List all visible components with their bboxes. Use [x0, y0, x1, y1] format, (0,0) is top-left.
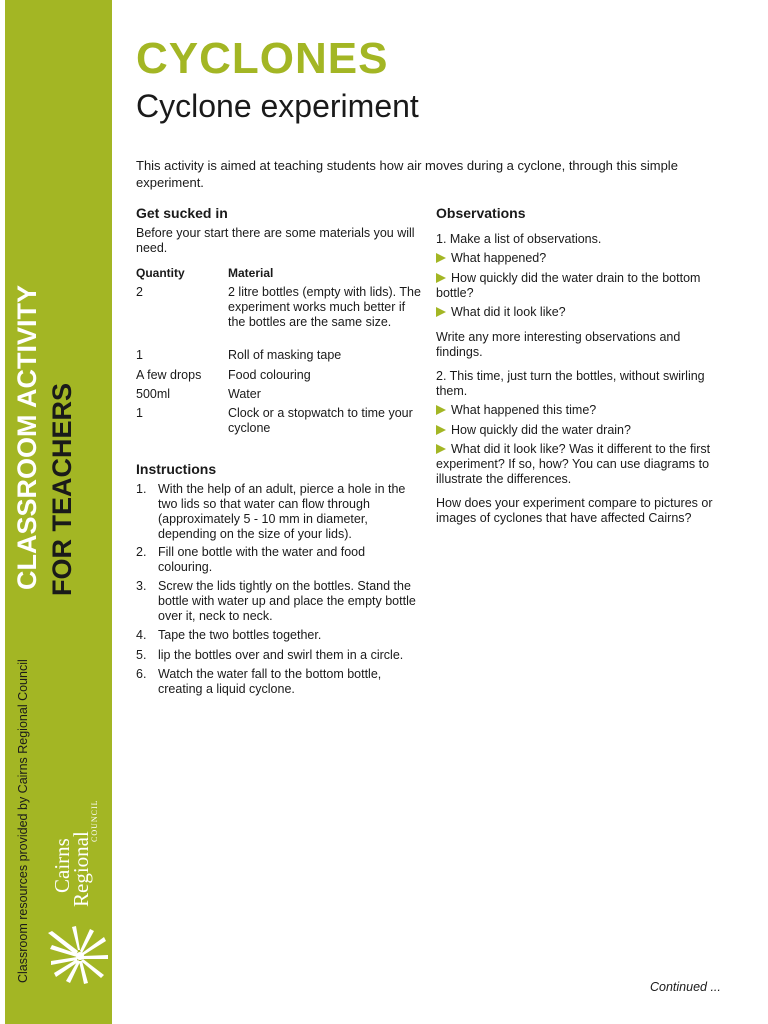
observation-item: 1. Make a list of observations. — [436, 232, 602, 246]
observation-item — [436, 369, 726, 399]
step-number: 6. — [136, 667, 147, 681]
arrow-bullet-icon — [436, 425, 446, 435]
step-text: lip the bottles over and swirl them in a circle. — [158, 648, 404, 662]
arrow-bullet-icon — [436, 307, 446, 317]
logo-word-cairns: Cairns — [50, 838, 74, 893]
step-number: 1. — [136, 482, 147, 496]
observation-question — [436, 251, 736, 266]
observation-paragraph: Write any more interesting observations and findings. — [436, 330, 681, 359]
observation-question — [436, 442, 726, 487]
material-row-quantity: 1 — [136, 406, 143, 420]
observation-question — [436, 403, 736, 418]
step-text: Watch the water fall to the bottom bottle, creating a liquid cyclone. — [158, 667, 382, 696]
material-row-quantity: A few drops — [136, 368, 202, 382]
quantity-column-header: Quantity — [136, 266, 185, 280]
material-row-quantity: 1 — [136, 348, 143, 362]
get-sucked-in-heading: Get sucked in — [136, 205, 228, 221]
step-text: Fill one bottle with the water and food colouring. — [158, 545, 366, 574]
question-text: What happened this time? — [451, 403, 597, 417]
step-number: 2. — [136, 545, 147, 559]
arrow-bullet-icon — [436, 253, 446, 263]
instruction-step — [136, 648, 421, 663]
question-text: How quickly did the water drain? — [451, 423, 631, 437]
arrow-bullet-icon — [436, 444, 446, 454]
material-column-header: Material — [228, 266, 274, 280]
step-text: With the help of an adult, pierce a hole in the two lids so that water can flow through (approximately 5 - 10 mm in diameter, depending on the size of your lids). — [158, 482, 406, 541]
material-row-quantity: 500ml — [136, 387, 171, 401]
step-number: 4. — [136, 628, 147, 642]
step-number: 3. — [136, 579, 147, 593]
question-text: How quickly did the water drain to the bottom bottle? — [436, 271, 701, 300]
observation-compare: How does your experiment compare to pictures or images of cyclones that have affected Cairns? — [436, 496, 713, 525]
sidebar-provided-by: Classroom resources provided by Cairns Regional Council — [16, 659, 30, 983]
sidebar-edge — [0, 0, 5, 1024]
step-text: Screw the lids tightly on the bottles. Stand the bottle with water up and place the empty bottle over it, neck to neck. — [158, 579, 416, 623]
arrow-bullet-icon — [436, 273, 446, 283]
instruction-step — [136, 579, 421, 624]
material-row-quantity: 2 — [136, 285, 143, 299]
material-row-material: Roll of masking tape — [228, 348, 342, 362]
observation-question — [436, 271, 726, 301]
material-row-material: Clock or a stopwatch to time your cyclone — [228, 406, 413, 435]
logo-word-council: COUNCIL — [90, 799, 99, 842]
instruction-step — [136, 628, 421, 643]
intro-paragraph: This activity is aimed at teaching students how air moves during a cyclone, through this simple experiment. — [136, 158, 678, 190]
page-subtitle: Cyclone experiment — [136, 88, 419, 124]
instruction-step — [136, 482, 421, 542]
observation-question — [436, 423, 736, 438]
page-title: CYCLONES — [136, 34, 389, 83]
observations-heading: Observations — [436, 205, 526, 221]
arrow-bullet-icon — [436, 405, 446, 415]
question-text: What did it look like? — [451, 305, 566, 319]
continued-note: Continued ... — [650, 980, 721, 994]
materials-intro: Before your start there are some materials you will need. — [136, 226, 415, 255]
observation-item-text: 2. This time, just turn the bottles, without swirling them. — [436, 369, 705, 398]
instruction-step — [136, 667, 421, 697]
instruction-step — [136, 545, 421, 575]
instructions-heading: Instructions — [136, 461, 217, 477]
observation-question — [436, 305, 736, 320]
logo-word-regional: Regional — [69, 831, 93, 907]
material-row-material: Food colouring — [228, 368, 311, 382]
material-row-material: Water — [228, 387, 261, 401]
question-text: What did it look like? Was it different to the first experiment? If so, how? You can use diagrams to illustrate the differences. — [436, 442, 711, 486]
step-text: Tape the two bottles together. — [158, 628, 322, 642]
material-row-material: 2 litre bottles (empty with lids). The experiment works much better if the bottles are the same size. — [228, 285, 421, 329]
step-number: 5. — [136, 648, 147, 662]
sidebar-classroom-activity: CLASSROOM ACTIVITY — [12, 284, 42, 590]
question-text: What happened? — [451, 251, 547, 265]
sidebar-for-teachers: FOR TEACHERS — [47, 382, 77, 596]
